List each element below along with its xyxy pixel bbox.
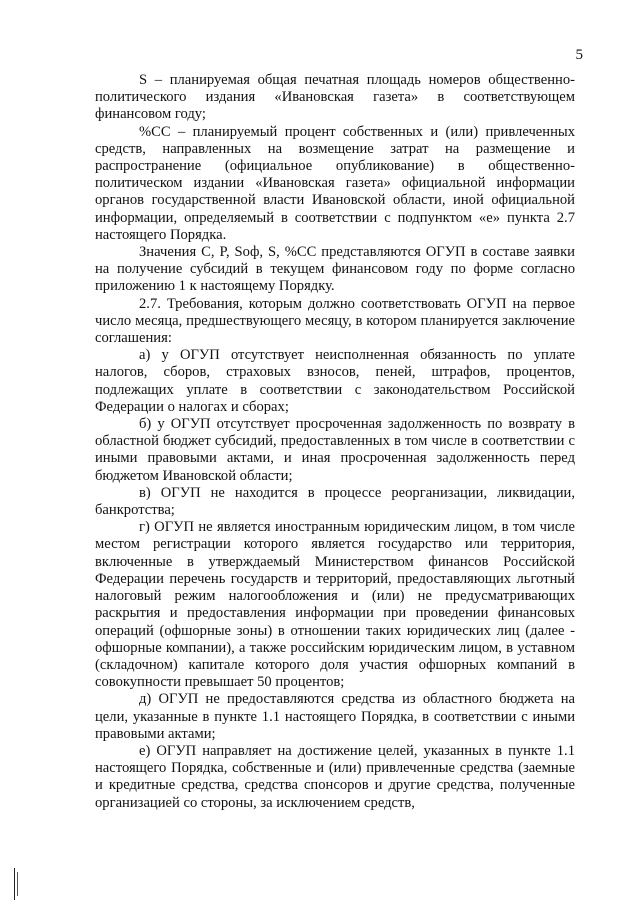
document-body: [95, 72, 575, 812]
paragraph-item-e: е) ОГУП направляет на достижение целей, указанных в пункте 1.1 настоящего Порядка, собственные и (или) привлеченные средства (заемные и кредитные средства, средства спонсоров и другие средства, полученные организацией со стороны, за исключением средств,: [95, 742, 575, 811]
scan-margin-mark-secondary: [17, 872, 18, 896]
paragraph-item-d: д) ОГУП не предоставляются средства из областного бюджета на цели, указанные в пункте 1.1 настоящего Порядка, в соответствии с иными правовыми актами;: [95, 691, 575, 742]
paragraph-s-definition: S – планируемая общая печатная площадь номеров общественно-политического издания «Ивановская газета» в соответствующем финансовом году;: [95, 72, 575, 123]
paragraph-item-v: в) ОГУП не находится в процессе реорганизации, ликвидации, банкротства;: [95, 484, 575, 519]
paragraph-values-submission: Значения С, P, Sоф, S, %СС представляются ОГУП в составе заявки на получение субсидий в текущем финансовом году по форме согласно приложению 1 к настоящему Порядку.: [95, 244, 575, 295]
paragraph-cc-definition: %СС – планируемый процент собственных и (или) привлеченных средств, направленных на возмещение затрат на размещение и распространение (официальное опубликование) в общественно-политическом издании «Ивановская газета» официальной информации органов государственной власти Ивановской области, иной официальной информации, определяемый в соответствии с подпунктом «е» пункта 2.7 настоящего Порядка.: [95, 123, 575, 243]
paragraph-item-a: а) у ОГУП отсутствует неисполненная обязанность по уплате налогов, сборов, страховых взносов, пеней, штрафов, процентов, подлежащих уплате в соответствии с законодательством Российской Федерации о налогах и сборах;: [95, 347, 575, 415]
paragraph-item-g: г) ОГУП не является иностранным юридическим лицом, в том числе местом регистрации которого является государство или территория, включенные в утверждаемый Министерством финансов Российской Федерации перечень государств и территорий, предоставляющих льготный налоговый режим налогообложения и (или) не предусматривающих раскрытия и предоставления информации при проведении финансовых операций (офшорные зоны) в отношении таких юридических лиц (далее - офшорные компании), а также российским юридическим лицом, в уставном (складочном) капитале которого доля участия офшорных компаний в совокупности превышает 50 процентов;: [95, 519, 575, 691]
page-number: 5: [575, 47, 583, 63]
paragraph-2-7-requirements: 2.7. Требования, которым должно соответствовать ОГУП на первое число месяца, предшествующего месяцу, в котором планируется заключение соглашения:: [95, 295, 575, 347]
paragraph-item-b: б) у ОГУП отсутствует просроченная задолженность по возврату в областной бюджет субсидий, предоставленных в том числе в соответствии с иными правовыми актами, и иная просроченная задолженность перед бюджетом Ивановской области;: [95, 416, 575, 484]
scan-margin-mark: [14, 868, 15, 900]
